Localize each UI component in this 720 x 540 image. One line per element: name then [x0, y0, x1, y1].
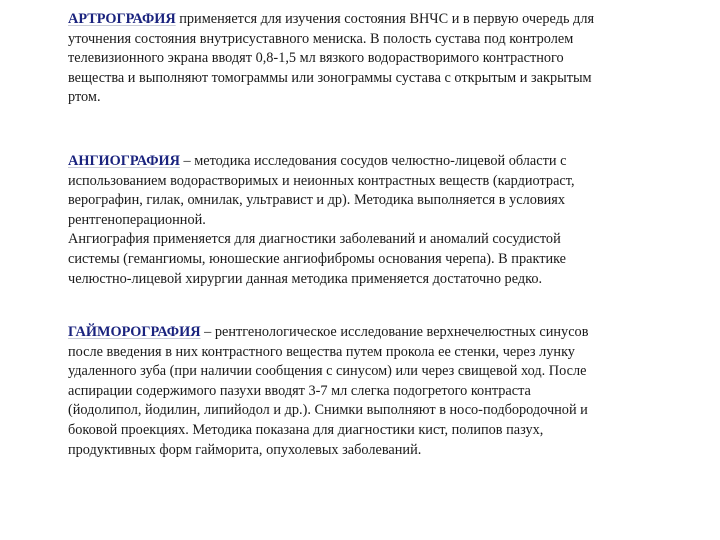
section-term: АНГИОГРАФИЯ — [68, 153, 180, 169]
section-line: аспирации содержимого пазухи вводят 3-7 мл слегка подогретого контраста — [68, 382, 531, 399]
section-line-text: применяется для изучения состояния ВНЧС и в первую очередь для — [175, 11, 595, 27]
section-line — [68, 323, 658, 343]
section-line: вещества и выполняют томограммы или зонограммы сустава с открытым и закрытым — [68, 69, 592, 86]
section-term: АРТРОГРАФИЯ — [68, 11, 176, 27]
section-line-text: – методика исследования сосудов челюстно-лицевой области с — [179, 153, 567, 169]
section-line: рентгеноперационной. — [68, 211, 206, 228]
section-line — [68, 10, 658, 30]
section-line: уточнения состояния внутрисуставного мениска. В полость сустава под контролем — [68, 30, 574, 47]
section-line: удаленного зуба (при наличии сообщения с синусом) или через свищевой ход. После — [68, 363, 587, 380]
section-term: ГАЙМОРОГРАФИЯ — [68, 324, 201, 340]
section-line: телевизионного экрана вводят 0,8-1,5 мл вязкого водорастворимого контрастного — [68, 50, 564, 67]
section-line: использованием водорастворимых и неионных контрастных веществ (кардиотраст, — [68, 172, 575, 189]
section-line: после введения в них контрастного вещества путем прокола ее стенки, через лунку — [68, 343, 575, 360]
section-angiography — [68, 152, 658, 289]
section-line: ртом. — [68, 89, 101, 106]
section-arthrography — [68, 10, 658, 108]
section-line-text: – рентгенологическое исследование верхнечелюстных синусов — [200, 324, 589, 340]
section-line: боковой проекциях. Методика показана для диагностики кист, полипов пазух, — [68, 421, 544, 438]
section-line: системы (гемангиомы, юношеские ангиофибромы основания черепа). В практике — [68, 250, 567, 267]
section-line: продуктивных форм гайморита, опухолевых заболеваний. — [68, 441, 422, 458]
section-line: Ангиография применяется для диагностики заболеваний и аномалий сосудистой — [68, 231, 561, 248]
section-line — [68, 152, 658, 172]
section-highmorography — [68, 323, 658, 460]
section-line: верографин, гилак, омнилак, ультравист и др). Методика выполняется в условиях — [68, 192, 566, 209]
section-line: челюстно-лицевой хирургии данная методика применяется достаточно редко. — [68, 270, 543, 287]
section-line: (йодолипол, йодилин, липийодол и др.). Снимки выполняют в носо-подбородочной и — [68, 402, 588, 419]
